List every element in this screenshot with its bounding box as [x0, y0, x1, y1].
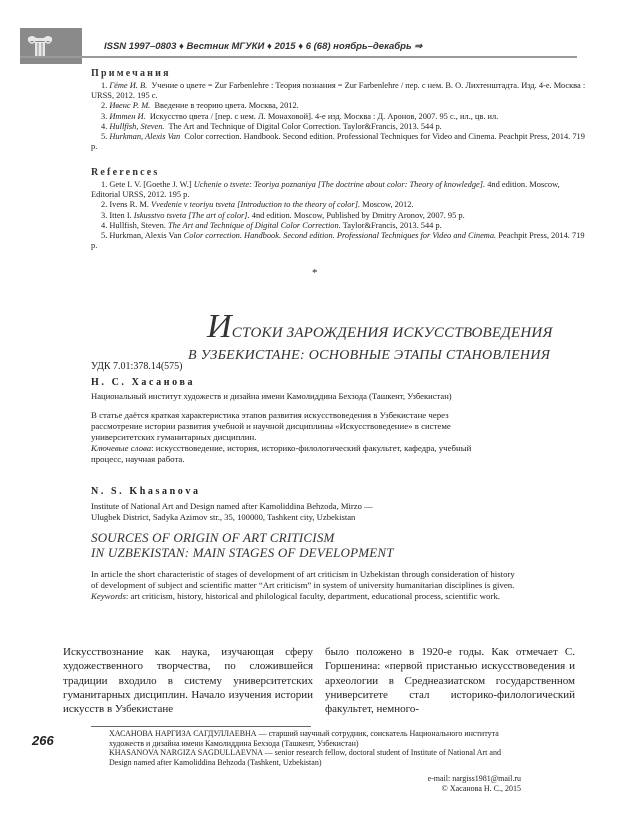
affiliation-en: Institute of National Art and Design named after Kamoliddina Behzoda, Mirzo — Ulugbek District, Sadyka Azimov str., 35, 100000, Tashkent city, Uzbekistan — [91, 501, 373, 522]
note-item: 3. Иттен И. Искусство цвета / [пер. с нем. Л. Монаховой]. 4-е изд. Москва : Д. Аронов, 2007. 95 с., ил., цв. ил. — [101, 111, 499, 121]
udk-code: УДК 7.01:378.14(575) — [91, 361, 183, 372]
references-heading: References — [91, 167, 160, 178]
note-item: 1. Гёте И. В. Учение о цвете = Zur Farbenlehre : Теория познания = Zur Farbenlehre / пер. с нем. В. О. Лихтенштадта. Изд. 4-е. Москва : URSS, 2012. 195 с. — [91, 81, 586, 101]
reference-item: 4. Hullfish, Steven. The Art and Technique of Digital Color Correction. Taylor&Francis, 2013. 544 p. — [101, 220, 442, 230]
footnote-rule — [91, 726, 311, 727]
copyright: © Хасанова Н. С., 2015 — [441, 783, 521, 793]
affiliation-ru: Национальный институт художеств и дизайна имени Камолиддина Бехзода (Ташкент, Узбекистан) — [91, 391, 452, 401]
keywords-label-en: Keywords — [91, 591, 126, 601]
contact-info — [428, 774, 521, 793]
author-email[interactable]: e-mail: nargiss1981@mail.ru — [427, 774, 521, 783]
page-number: 266 — [32, 733, 54, 748]
body-column-left: Искусствознание как наука, изучающая сферу художественного творчества, по сложившейся традиции входило в систему университетских гуманитарных дисциплин. Начало изучения истории искусств в Узбекистане — [63, 646, 313, 716]
body-column-right: было положено в 1920-е годы. Как отмечает С. Горшенина: «первой пристанью искусствоведения и археологии в Среднеазиатском государственном университете стал историко-филологический факультет, немного- — [325, 646, 575, 716]
journal-header: ISSN 1997–0803 ♦ Вестник МГУКИ ♦ 2015 ♦ 6 (68) ноябрь–декабрь ⇒ — [104, 41, 423, 52]
author-en: N. S. Khasanova — [91, 486, 201, 497]
note-item: 4. Hullfish, Steven. The Art and Technique of Digital Color Correction. Taylor&Francis, 2013. 544 p. — [101, 121, 442, 131]
reference-item: 5. Hurkman, Alexis Van Color correction. Handbook. Second edition. Professional Techniques for Video and Cinema. Peachpit Press, 2014. 719 p. — [91, 231, 585, 251]
journal-logo — [20, 28, 82, 64]
reference-item: 1. Gete I. V. [Goethe J. W.] Uchenie o tsvete: Teoriya poznaniya [The doctrine about color: Theory of knowledge]. 4nd edition. Moscow, Editorial URSS, 2012. 195 p. — [91, 180, 560, 200]
note-item: 5. Hurkman, Alexis Van Color correction. Handbook. Second edition. Professional Techniques for Video and Cinema. Peachpit Press, 2014. 719 p. — [91, 132, 585, 152]
section-separator: * — [312, 267, 318, 279]
notes-heading: Примечания — [91, 68, 171, 79]
author-ru: Н. С. Хасанова — [91, 377, 196, 388]
note-item: 2. Ивенс Р. М. Введение в теорию цвета. Москва, 2012. — [101, 101, 299, 111]
abstract-en: In article the short characteristic of stages of development of art criticism in Uzbekistan through consideration of history of development of subject and scientific matter “Art criticism” in system of university humanitarian disciplines is given. Keywords: art criticism, history, historical and philological faculty, department, educational process, scientific work. — [91, 569, 515, 601]
header-rule — [20, 56, 577, 58]
keywords-label-ru: Ключевые слова — [91, 443, 152, 453]
article-title-line2: В УЗБЕКИСТАНЕ: ОСНОВНЫЕ ЭТАПЫ СТАНОВЛЕНИЯ — [188, 348, 551, 363]
title-initial: И — [207, 308, 232, 345]
abstract-ru: В статье даётся краткая характеристика этапов развития искусствоведения в Узбекистане через рассмотрение истории развития учебной и научной дисциплины «Искусствоведение» в системе университетских гуманитарных дисциплин. Ключевые слова: искусствоведение, история, историко-филологический факультет, кафедра, учебный процесс, научная работа. — [91, 410, 472, 464]
references-list — [91, 180, 591, 251]
reference-item: 3. Itten I. Iskusstvo tsveta [The art of color]. 4nd edition. Moscow, Published by Dmitry Aronov, 2007. 95 p. — [101, 210, 465, 220]
reference-item: 2. Ivens R. M. Vvedenie v teoriyu tsveta [Introduction to the theory of color]. Moscow, 2012. — [101, 200, 414, 210]
notes-list — [91, 81, 591, 152]
author-footnote: ХАСАНОВА НАРГИЗА САГДУЛЛАЕВНА — старший научный сотрудник, соискатель Национального института художеств и дизайна имени Камолиддина Бехзода (Ташкент, Узбекистан) KHASANOVA NARGIZA SAGDULLAEVNA — senior research fellow, doctoral student of Institute of National Art and Design named after Kamoliddina Behzoda (Tashkent, Uzbekistan) — [109, 729, 501, 767]
article-title-en: SOURCES OF ORIGIN OF ART CRITICISM IN UZBEKISTAN: MAIN STAGES OF DEVELOPMENT — [91, 530, 394, 560]
article-title: ИСТОКИ ЗАРОЖДЕНИЯ ИСКУССТВОВЕДЕНИЯ — [207, 308, 553, 345]
